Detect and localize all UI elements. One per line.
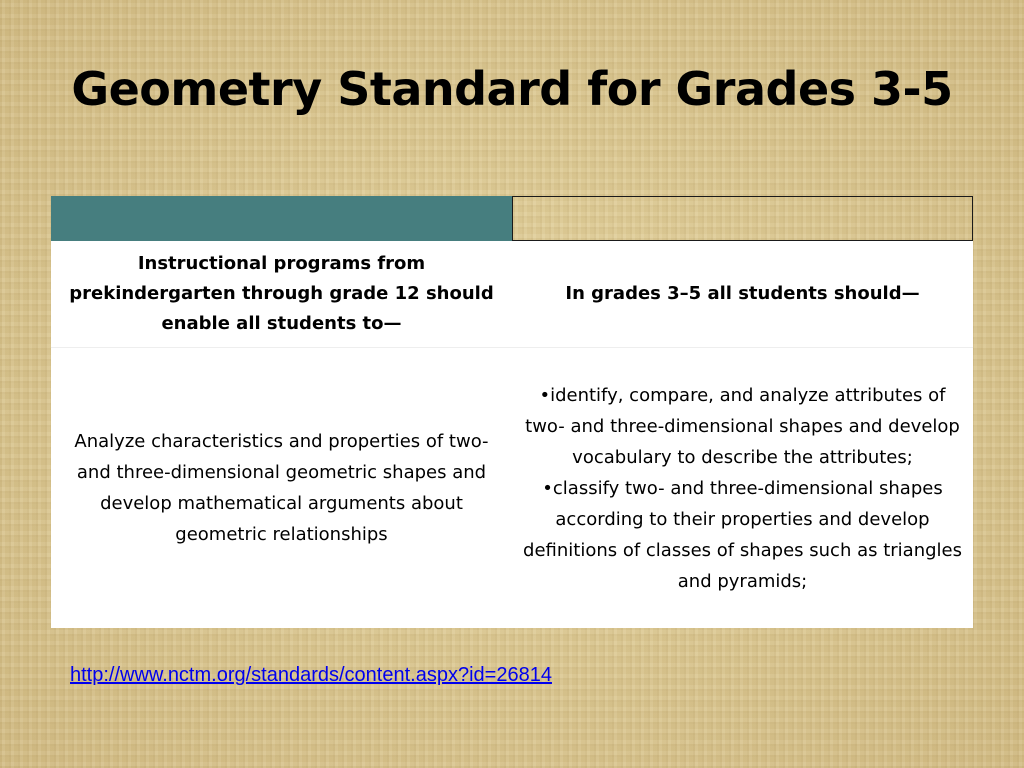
- expectation-item: •identify, compare, and analyze attributes of two- and three-dimensional shapes and develop vocabulary to describe the attributes;: [525, 384, 960, 468]
- slide-title: Geometry Standard for Grades 3-5: [71, 62, 953, 116]
- expectation-item: •classify two- and three-dimensional shapes according to their properties and develop definitions of classes of shapes such as triangles and pyramids;: [523, 477, 962, 592]
- column-heading-programs: Instructional programs from prekindergarten through grade 12 should enable all students to—: [69, 253, 494, 334]
- nctm-source-link[interactable]: http://www.nctm.org/standards/content.aspx?id=26814: [70, 664, 552, 686]
- standard-description: Analyze characteristics and properties of two- and three-dimensional geometric shapes and develop mathematical arguments about geometric relationships: [74, 431, 489, 545]
- table-header-band-right: [512, 196, 973, 241]
- column-heading-grades: In grades 3–5 all students should—: [565, 283, 920, 304]
- table-body: [51, 241, 973, 628]
- grade-expectations: [512, 348, 973, 628]
- standards-table: [51, 196, 973, 628]
- table-header-band-left: [51, 196, 512, 241]
